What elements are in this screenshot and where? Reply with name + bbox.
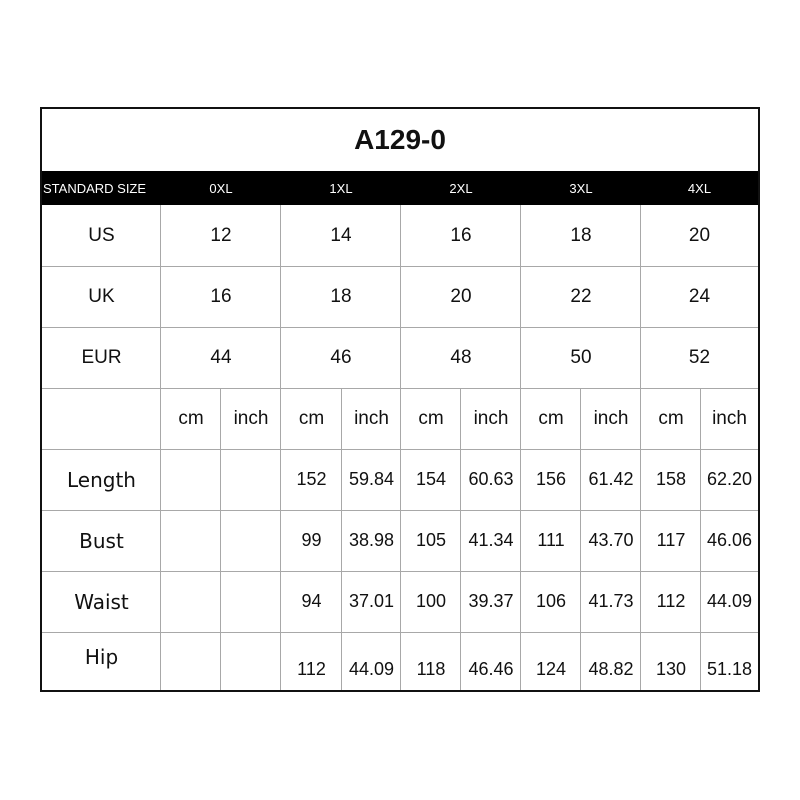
- bust-value: 117: [656, 530, 686, 550]
- hip-value: 48.82: [588, 658, 634, 679]
- bust-value: 46.06: [706, 530, 753, 550]
- length-value: 60.63: [468, 469, 514, 489]
- waist-value: 39.37: [468, 591, 514, 611]
- unit-cm: cm: [178, 407, 204, 429]
- uk-value: 18: [330, 285, 352, 307]
- bust-value: 99: [301, 530, 322, 550]
- hip-value: 112: [297, 658, 326, 679]
- unit-inch: inch: [354, 407, 389, 429]
- size-0xl: 0XL: [209, 180, 233, 196]
- length-value: 158: [655, 469, 687, 489]
- standard-size-label: STANDARD SIZE: [43, 180, 147, 196]
- hip-value: 46.46: [468, 658, 514, 679]
- bust-value: 38.98: [348, 530, 395, 550]
- row-label-uk: UK: [88, 285, 115, 307]
- us-value: 12: [210, 224, 232, 246]
- row-label-bust: Bust: [79, 528, 124, 553]
- uk-value: 24: [688, 285, 711, 307]
- bust-value: 105: [415, 530, 447, 550]
- us-value: 14: [330, 224, 352, 246]
- hip-value: 124: [535, 658, 567, 679]
- standard-size-header: [42, 171, 758, 205]
- hip-value: 44.09: [348, 658, 395, 679]
- row-label-us: US: [88, 224, 115, 246]
- length-value: 154: [415, 469, 447, 489]
- unit-cm: cm: [418, 407, 444, 429]
- length-value: 61.42: [588, 469, 634, 489]
- uk-value: 22: [570, 285, 592, 307]
- waist-value: 106: [535, 591, 567, 611]
- length-value: 156: [535, 469, 567, 489]
- unit-inch: inch: [473, 407, 509, 429]
- row-label-eur: EUR: [81, 346, 122, 368]
- unit-inch: inch: [593, 407, 629, 429]
- hip-value: [221, 632, 281, 690]
- size-2xl: 2XL: [449, 180, 473, 196]
- bust-value: 111: [537, 530, 565, 550]
- unit-inch: inch: [712, 407, 747, 429]
- length-value: [161, 449, 221, 510]
- uk-value: 16: [210, 285, 232, 307]
- unit-cm: cm: [298, 407, 325, 429]
- unit-inch: inch: [233, 407, 269, 429]
- unit-cm: cm: [538, 407, 564, 429]
- size-1xl: 1XL: [329, 180, 353, 196]
- hip-value: [161, 632, 221, 690]
- uk-value: 20: [450, 285, 472, 307]
- eur-value: 52: [688, 346, 711, 368]
- length-value: 59.84: [348, 469, 395, 489]
- eur-value: 50: [570, 346, 592, 368]
- waist-value: 94: [301, 591, 322, 611]
- eur-value: 44: [210, 346, 232, 368]
- waist-value: 37.01: [348, 591, 395, 611]
- hip-value: 118: [416, 658, 446, 679]
- hip-value: 130: [655, 658, 687, 679]
- unit-cm: cm: [658, 407, 684, 429]
- waist-value: [161, 571, 221, 632]
- length-value: [221, 449, 281, 510]
- row-label-length: Length: [67, 467, 136, 492]
- hip-value: 51.18: [706, 658, 753, 679]
- length-value: 62.20: [706, 469, 753, 489]
- row-label-hip: Hip: [84, 645, 119, 669]
- eur-value: 48: [450, 346, 472, 368]
- waist-value: 112: [656, 591, 686, 611]
- chart-title: A129-0: [354, 124, 446, 155]
- us-value: 18: [570, 224, 592, 246]
- bust-value: 43.70: [588, 530, 634, 550]
- waist-value: 41.73: [588, 591, 634, 611]
- size-4xl: 4XL: [687, 180, 712, 196]
- us-value: 20: [688, 224, 711, 246]
- eur-value: 46: [330, 346, 352, 368]
- bust-value: [221, 510, 281, 571]
- waist-value: [221, 571, 281, 632]
- waist-value: 100: [415, 591, 447, 611]
- size-3xl: 3XL: [569, 180, 593, 196]
- us-value: 16: [450, 224, 472, 246]
- size-chart: [40, 107, 760, 692]
- bust-value: 41.34: [468, 530, 514, 550]
- length-value: 152: [296, 469, 327, 489]
- waist-value: 44.09: [706, 591, 753, 611]
- bust-value: [161, 510, 221, 571]
- row-label-waist: Waist: [74, 589, 129, 614]
